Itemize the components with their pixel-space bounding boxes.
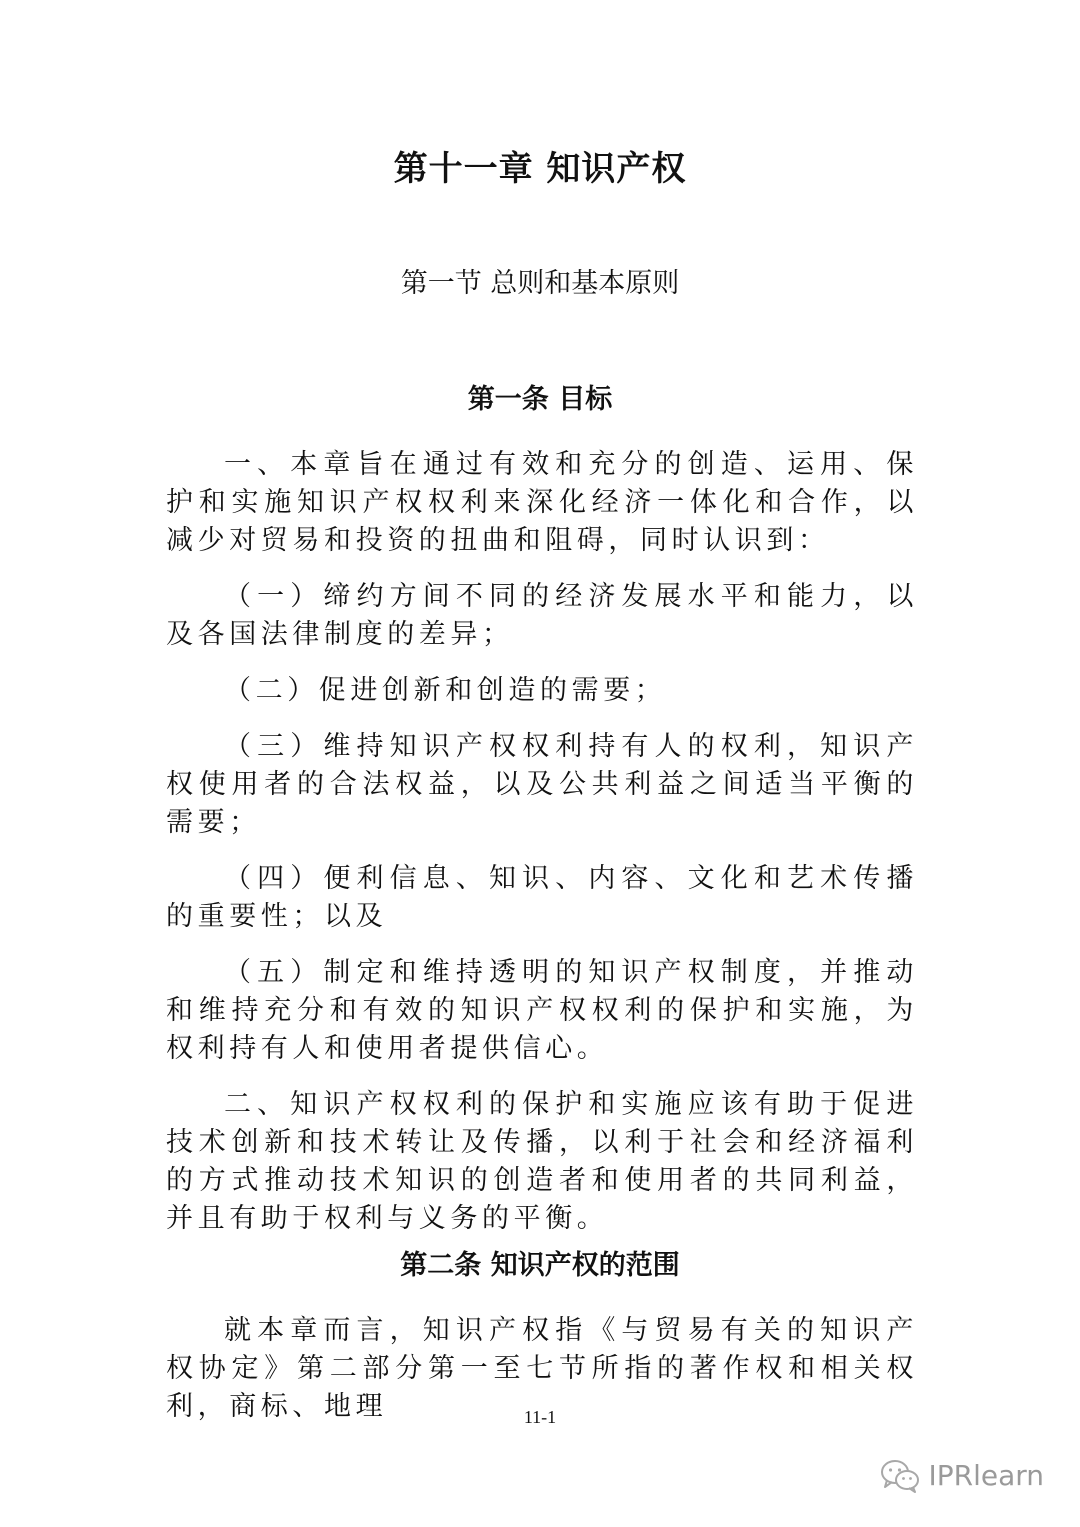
article-1-item: （五）制定和维持透明的知识产权制度，并推动和维持充分和有效的知识产权权利的保护和实施，为权利持有人和使用者提供信心。 <box>166 957 918 1064</box>
article-1-title: 第一条 目标 <box>467 384 613 415</box>
page-number: 11-1 <box>523 1407 557 1427</box>
section-title: 第一节 总则和基本原则 <box>400 268 680 299</box>
article-1-body <box>166 446 918 1238</box>
article-2-paragraph: 就本章而言，知识产权指《与贸易有关的知识产权协定》第二部分第一至七节所指的著作权和相关权利，商标、地理 <box>166 1315 918 1422</box>
article-1-paragraph: 一、本章旨在通过有效和充分的创造、运用、保护和实施知识产权权利来深化经济一体化和合作，以减少对贸易和投资的扭曲和阻碍，同时认识到： <box>166 449 918 556</box>
wechat-icon <box>880 1459 920 1493</box>
article-1-item: （三）维持知识产权权利持有人的权利，知识产权使用者的合法权益，以及公共利益之间适当平衡的需要； <box>166 731 918 838</box>
article-1-item: （一）缔约方间不同的经济发展水平和能力，以及各国法律制度的差异； <box>166 581 918 650</box>
watermark-text: IPRlearn <box>928 1459 1044 1492</box>
chapter-title: 第十一章 知识产权 <box>393 149 687 189</box>
watermark <box>880 1458 1044 1494</box>
article-1-item: （二）促进创新和创造的需要； <box>224 675 667 706</box>
article-1-paragraph: 二、知识产权权利的保护和实施应该有助于促进技术创新和技术转让及传播，以利于社会和经济福利的方式推动技术知识的创造者和使用者的共同利益，并且有助于权利与义务的平衡。 <box>166 1089 918 1234</box>
article-1-item: （四）便利信息、知识、内容、文化和艺术传播的重要性；以及 <box>166 863 918 932</box>
article-2-title: 第二条 知识产权的范围 <box>400 1250 680 1281</box>
